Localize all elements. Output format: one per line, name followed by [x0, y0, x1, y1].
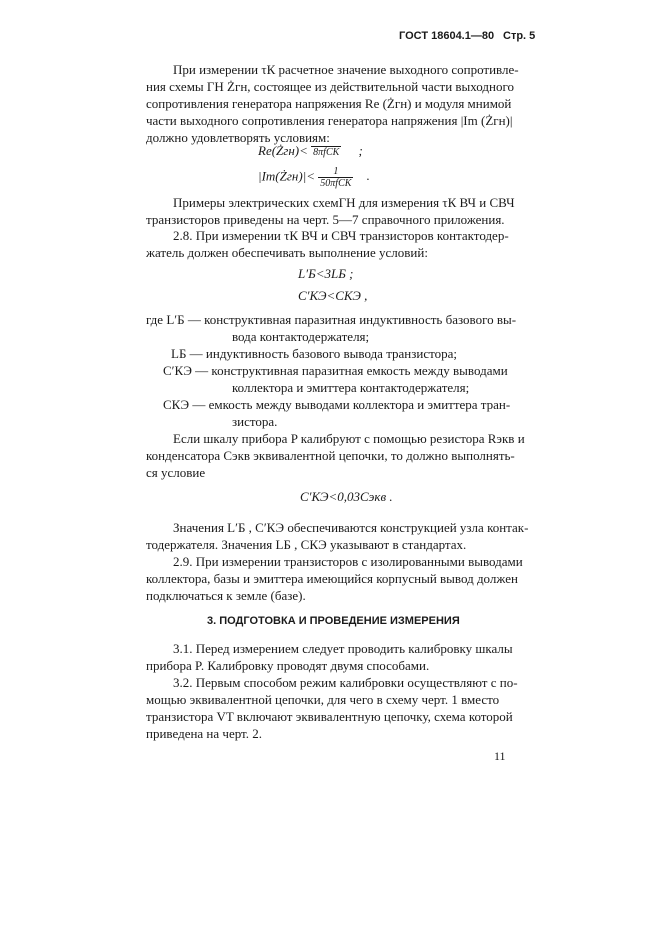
para2-line2: транзисторов приведены на черт. 5—7 справочного приложения.	[146, 212, 505, 227]
formula-im-denominator: 50πfCК	[320, 178, 352, 189]
para6-line3: подключаться к земле (базе).	[146, 588, 306, 603]
para4-line1: Если шкалу прибора P калибруют с помощью резистора Rэкв и	[173, 431, 525, 446]
formula-re-condition	[258, 143, 363, 159]
def-cke-line1: CКЭ — емкость между выводами коллектора и эмиттера тран-	[163, 397, 511, 412]
para3-line2: жатель должен обеспечивать выполнение условий:	[146, 245, 428, 260]
para1-line5: должно удовлетворять условиям:	[146, 130, 330, 145]
def-lb: LБ — индуктивность базового вывода транзистора;	[171, 346, 458, 361]
def-cke-prime-line1: C′КЭ — конструктивная паразитная емкость между выводами	[163, 363, 508, 378]
formula-re-end: ;	[358, 143, 363, 158]
para1-line1: При измерении τК расчетное значение выходного сопротивле-	[173, 62, 519, 77]
formula-re-denominator: 8πfCК	[313, 147, 340, 159]
para1-line4: части выходного сопротивления генератора напряжения |Im (Żгн)|	[146, 113, 513, 128]
formula-im-numerator: 1	[318, 166, 353, 178]
formula-re-left: Re(Żгн)<	[258, 143, 308, 158]
formula-im-end: .	[366, 168, 370, 184]
para5-line2: тодержателя. Значения LБ , CКЭ указывают в стандартах.	[146, 537, 467, 552]
condition-equivalent-capacitance: C′КЭ<0,03Cэкв .	[300, 489, 393, 504]
para1-line2: ния схемы ГН Żгн, состоящее из действительной части выходного	[146, 79, 514, 94]
page-number: 11	[494, 749, 506, 763]
section-heading: 3. ПОДГОТОВКА И ПРОВЕДЕНИЕ ИЗМЕРЕНИЯ	[207, 615, 460, 627]
para7-line2: прибора P. Калибровку проводят двумя способами.	[146, 658, 430, 673]
para7-line1: 3.1. Перед измерением следует проводить калибровку шкалы	[173, 641, 513, 656]
def-lb-prime-line2: вода контактодержателя;	[232, 329, 370, 344]
formula-im-fraction	[318, 166, 353, 189]
para2-line1: Примеры электрических схемГН для измерения τК ВЧ и СВЧ	[173, 195, 515, 210]
para1-line3: сопротивления генератора напряжения Re (Żгн) и модуля мнимой	[146, 96, 512, 111]
para4-line3: ся условие	[146, 465, 206, 480]
condition-inductance: L′Б<3LБ ;	[298, 266, 354, 281]
def-lb-prime-line1: где L′Б — конструктивная паразитная индуктивность базового вы-	[146, 312, 517, 327]
formula-im-condition	[258, 166, 370, 189]
page-label: Стр. 5	[503, 30, 536, 42]
para5-line1: Значения L′Б , C′КЭ обеспечиваются конструкцией узла контак-	[173, 520, 529, 535]
para8-line3: транзистора VT включают эквивалентную цепочку, схема которой	[146, 709, 513, 724]
para8-line2: мощью эквивалентной цепочки, для чего в схему черт. 1 вместо	[146, 692, 500, 707]
formula-re-fraction	[311, 146, 341, 158]
para8-line4: приведена на черт. 2.	[146, 726, 263, 741]
para4-line2: конденсатора Cэкв эквивалентной цепочки, то должно выполнять-	[146, 448, 515, 463]
para8-line1: 3.2. Первым способом режим калибровки осуществляют с по-	[173, 675, 518, 690]
para6-line1: 2.9. При измерении транзисторов с изолированными выводами	[173, 554, 523, 569]
standard-code: ГОСТ 18604.1—80	[399, 30, 495, 42]
formula-im-left: |Im(Żгн)|<	[258, 168, 316, 184]
def-cke-prime-line2: коллектора и эмиттера контактодержателя;	[232, 380, 470, 395]
para3-line1: 2.8. При измерении τК ВЧ и СВЧ транзисторов контактодер-	[173, 228, 509, 243]
para6-line2: коллектора, базы и эмиттера имеющийся корпусный вывод должен	[146, 571, 518, 586]
condition-capacitance: C′КЭ<CКЭ ,	[298, 288, 368, 303]
def-cke-line2: зистора.	[232, 414, 278, 429]
